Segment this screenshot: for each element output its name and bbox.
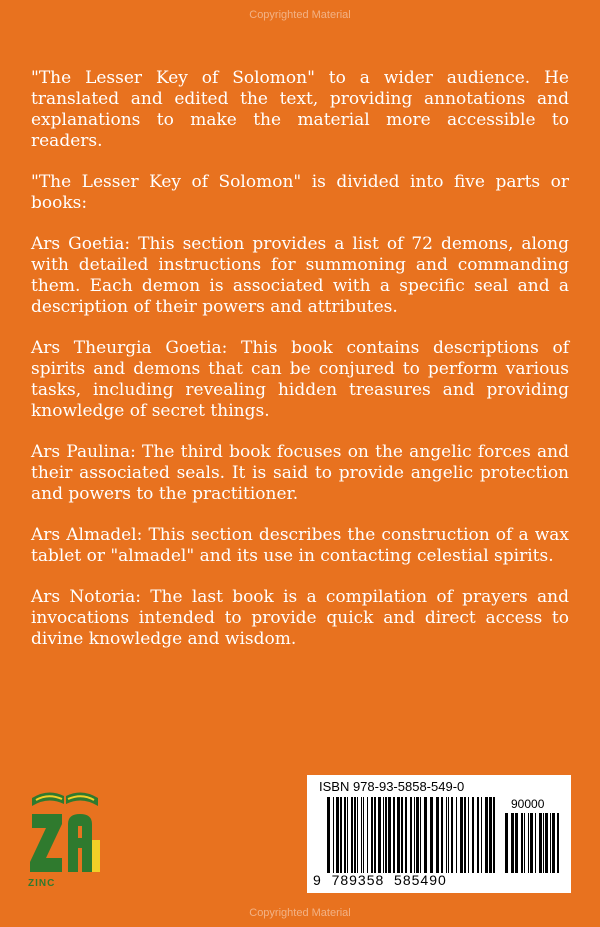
book-logo-icon [28, 780, 102, 880]
isbn-label: ISBN 978-93-5858-549-0 [319, 779, 465, 794]
watermark-bottom: Copyrighted Material [249, 907, 351, 919]
paragraph-ars-theurgia: Ars Theurgia Goetia: This book contains descriptions of spirits and demons that can be conjured to perform various tasks, including revealing hidden treasures and providing knowledge of secret things. [31, 338, 569, 421]
publisher-logo [28, 780, 102, 900]
barcode-addon-bars [505, 813, 559, 873]
isbn-barcode [307, 775, 571, 893]
paragraph-ars-notoria: Ars Notoria: The last book is a compilation of prayers and invocations intended to provide quick and direct access to divine knowledge and wisdom. [31, 587, 569, 649]
paragraph-ars-paulina: Ars Paulina: The third book focuses on the angelic forces and their associated seals. It is said to provide angelic protection and powers to the practitioner. [31, 442, 569, 504]
barcode-digits: 9 789358 585490 [313, 872, 447, 888]
paragraph-parts: "The Lesser Key of Solomon" is divided into five parts or books: [31, 172, 569, 213]
logo-text: ZINC [28, 878, 56, 889]
paragraph-intro: "The Lesser Key of Solomon" to a wider audience. He translated and edited the text, providing annotations and explanations to make the material more accessible to readers. [31, 68, 569, 151]
paragraph-ars-almadel: Ars Almadel: This section describes the construction of a wax tablet or "almadel" and its use in contacting celestial spirits. [31, 525, 569, 566]
paragraph-ars-goetia: Ars Goetia: This section provides a list of 72 demons, along with detailed instructions for summoning and commanding them. Each demon is associated with a specific seal and a description of their powers and attributes. [31, 234, 569, 317]
watermark-top: Copyrighted Material [249, 9, 351, 21]
back-cover-text [31, 68, 569, 670]
barcode-bars [327, 797, 497, 873]
barcode-addon-price: 90000 [511, 797, 545, 811]
